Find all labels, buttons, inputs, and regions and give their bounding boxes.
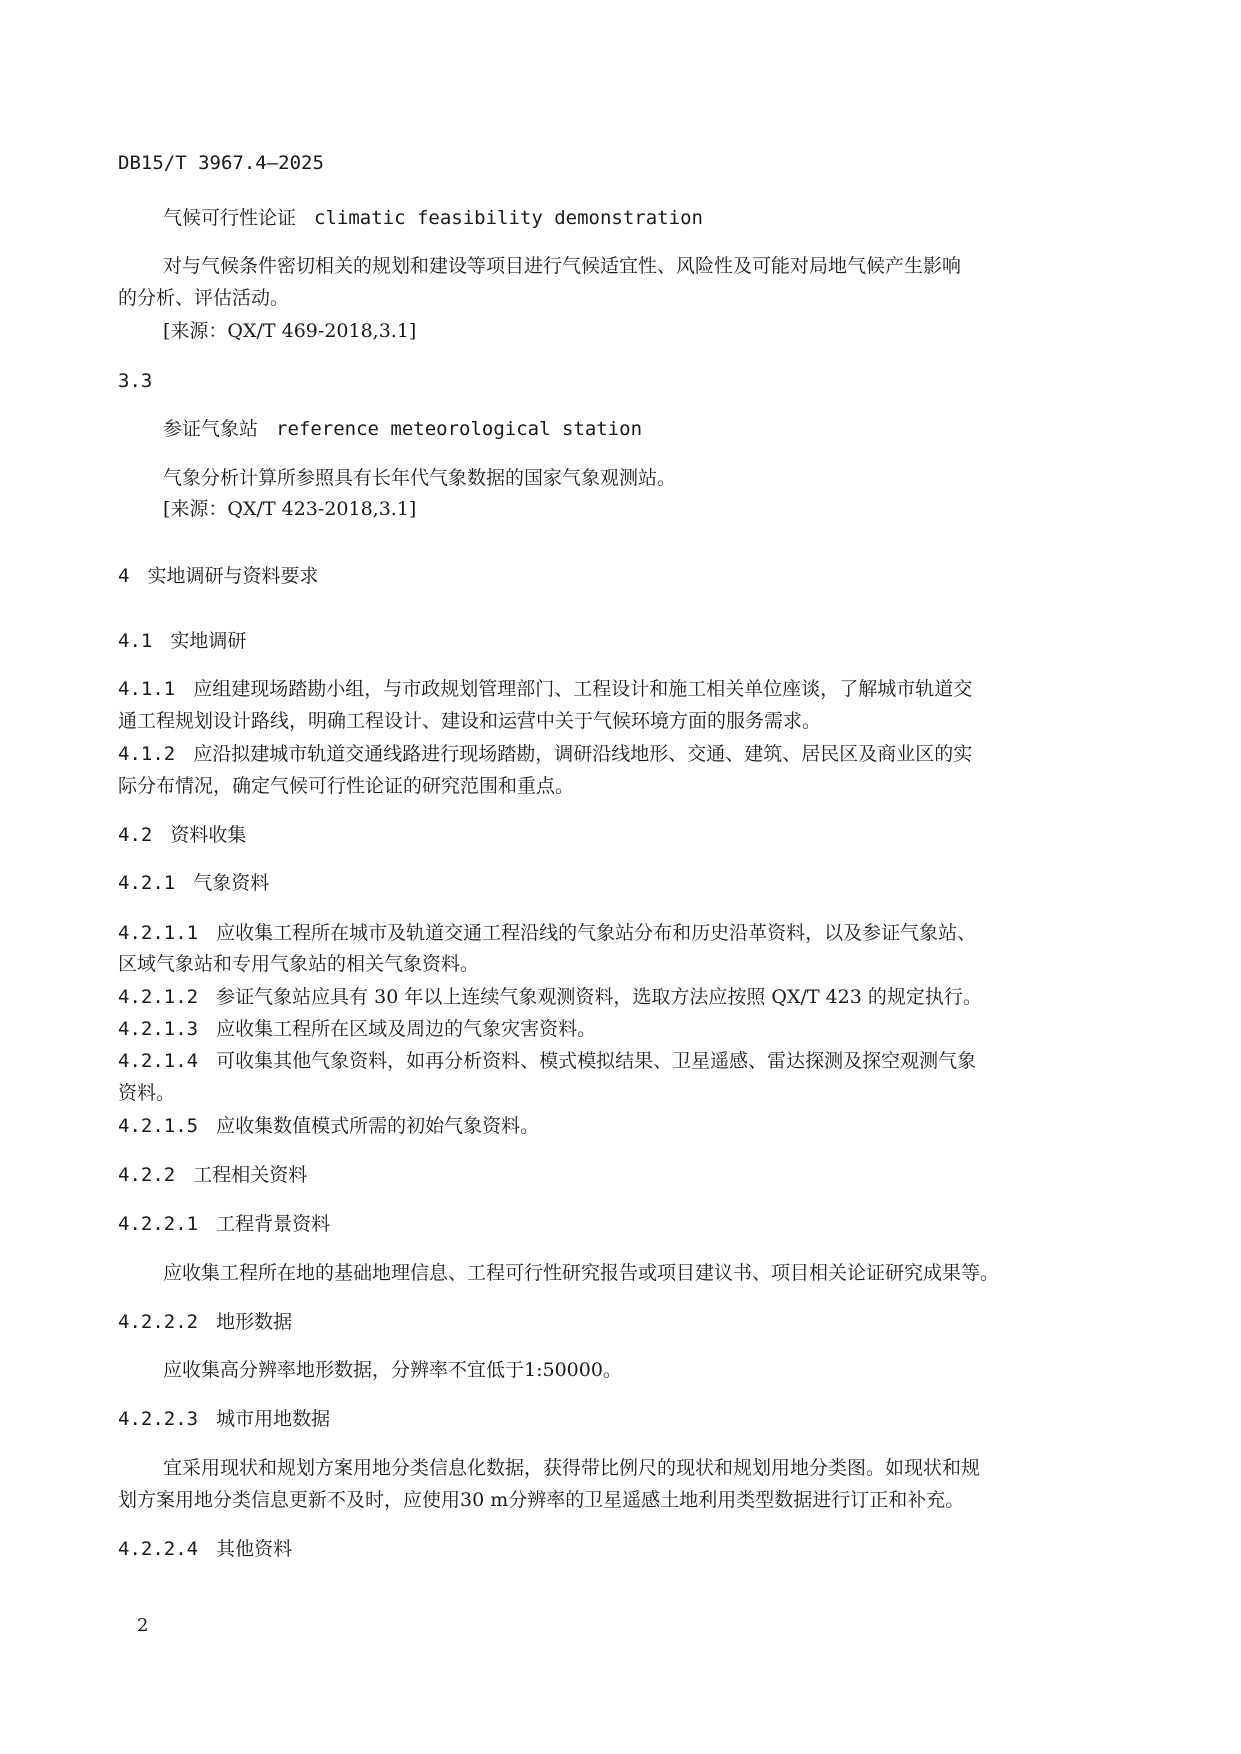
clause-4-1-1-line1 <box>118 676 972 702</box>
section-4-heading <box>118 563 318 589</box>
page-number: 2 <box>137 1615 149 1636</box>
term-3-3-cn: 参证气象站 <box>163 418 259 440</box>
section-4-2-2-number: 4.2.2 <box>118 1164 176 1186</box>
section-4-2-2-heading <box>118 1162 307 1188</box>
term-3-2-title <box>163 205 703 231</box>
clause-4-2-1-5-text: 应收集数值模式所需的初始气象资料。 <box>216 1115 540 1137</box>
section-4-2-title: 资料收集 <box>170 824 247 846</box>
section-4-2-2-2-number: 4.2.2.2 <box>118 1311 199 1333</box>
clause-4-1-1-number: 4.1.1 <box>118 678 176 700</box>
clause-4-2-1-3 <box>118 1016 596 1042</box>
section-4-2-2-4-title: 其他资料 <box>216 1538 293 1560</box>
term-3-2-definition-line1: 对与气候条件密切相关的规划和建设等项目进行气候适宜性、风险性及可能对局地气候产生影响 <box>163 255 962 277</box>
clause-4-2-1-4-text1: 可收集其他气象资料，如再分析资料、模式模拟结果、卫星遥感、雷达探测及探空观测气象 <box>216 1050 977 1072</box>
clause-4-2-1-2-text: 参证气象站应具有 30 年以上连续气象观测资料，选取方法应按照 QX/T 423 的规定执行。 <box>216 986 982 1008</box>
section-4-2-1-heading <box>118 870 269 896</box>
term-3-3-source: [来源：QX/T 423-2018,3.1] <box>163 498 417 520</box>
section-4-2-2-4-heading <box>118 1536 292 1562</box>
clause-4-2-1-1-line1 <box>118 920 976 946</box>
clause-4-2-1-1-line2: 区域气象站和专用气象站的相关气象资料。 <box>118 953 480 975</box>
section-4-2-2-3-heading <box>118 1406 330 1432</box>
section-4-2-2-2-text: 应收集高分辨率地形数据，分辨率不宜低于1:50000。 <box>163 1359 622 1381</box>
term-3-2-source: [来源：QX/T 469-2018,3.1] <box>163 320 417 342</box>
section-4-1-heading <box>118 628 246 654</box>
section-4-1-title: 实地调研 <box>170 630 247 652</box>
section-4-number: 4 <box>118 565 130 587</box>
section-4-2-2-4-number: 4.2.2.4 <box>118 1538 199 1560</box>
clause-4-2-1-5-number: 4.2.1.5 <box>118 1115 199 1137</box>
clause-4-1-2-line1 <box>118 741 972 767</box>
section-4-2-2-1-text: 应收集工程所在地的基础地理信息、工程可行性研究报告或项目建议书、项目相关论证研究成果等。 <box>163 1262 1000 1284</box>
term-3-3-title <box>163 416 642 442</box>
section-4-2-2-title: 工程相关资料 <box>193 1164 308 1186</box>
section-4-2-2-2-title: 地形数据 <box>216 1311 293 1333</box>
term-3-2-definition-line2: 的分析、评估活动。 <box>118 287 290 309</box>
clause-4-2-1-2-number: 4.2.1.2 <box>118 986 199 1008</box>
section-4-2-2-3-number: 4.2.2.3 <box>118 1408 199 1430</box>
term-3-3-number: 3.3 <box>118 370 153 392</box>
term-3-2-en: climatic feasibility demonstration <box>314 207 703 229</box>
term-3-2-cn: 气候可行性论证 <box>163 207 297 229</box>
clause-4-1-1-line2: 通工程规划设计路线，明确工程设计、建设和运营中关于气候环境方面的服务需求。 <box>118 710 822 732</box>
section-4-title: 实地调研与资料要求 <box>147 565 319 587</box>
clause-4-2-1-4-line1 <box>118 1048 976 1074</box>
section-4-2-2-1-heading <box>118 1211 330 1237</box>
clause-4-1-1-text1: 应组建现场踏勘小组，与市政规划管理部门、工程设计和施工相关单位座谈，了解城市轨道交 <box>193 678 973 700</box>
section-4-2-heading <box>118 822 246 848</box>
section-4-2-2-3-line1: 宜采用现状和规划方案用地分类信息化数据，获得带比例尺的现状和规划用地分类图。如现状和规 <box>163 1457 981 1479</box>
clause-4-1-2-text1: 应沿拟建城市轨道交通线路进行现场踏勘，调研沿线地形、交通、建筑、居民区及商业区的实 <box>193 743 973 765</box>
clause-4-2-1-4-number: 4.2.1.4 <box>118 1050 199 1072</box>
clause-4-1-2-number: 4.1.2 <box>118 743 176 765</box>
clause-4-2-1-2 <box>118 984 982 1010</box>
section-4-2-number: 4.2 <box>118 824 153 846</box>
clause-4-2-1-1-number: 4.2.1.1 <box>118 922 199 944</box>
clause-4-2-1-3-text: 应收集工程所在区域及周边的气象灾害资料。 <box>216 1018 597 1040</box>
section-4-2-2-2-heading <box>118 1309 292 1335</box>
clause-4-2-1-4-line2: 资料。 <box>118 1082 176 1104</box>
term-3-3-definition: 气象分析计算所参照具有长年代气象数据的国家气象观测站。 <box>163 467 677 489</box>
standard-number: DB15/T 3967.4—2025 <box>118 152 324 174</box>
clause-4-1-2-line2: 际分布情况，确定气候可行性论证的研究范围和重点。 <box>118 775 575 797</box>
clause-4-2-1-3-number: 4.2.1.3 <box>118 1018 199 1040</box>
term-3-3-en: reference meteorological station <box>276 418 643 440</box>
clause-4-2-1-5 <box>118 1113 539 1139</box>
clause-4-2-1-1-text1: 应收集工程所在城市及轨道交通工程沿线的气象站分布和历史沿革资料，以及参证气象站、 <box>216 922 977 944</box>
section-4-2-1-title: 气象资料 <box>193 872 270 894</box>
section-4-2-2-3-line2: 划方案用地分类信息更新不及时，应使用30 m分辨率的卫星遥感土地利用类型数据进行订正和补充。 <box>118 1489 965 1511</box>
section-4-2-2-3-title: 城市用地数据 <box>216 1408 331 1430</box>
section-4-2-2-1-number: 4.2.2.1 <box>118 1213 199 1235</box>
section-4-1-number: 4.1 <box>118 630 153 652</box>
section-4-2-2-1-title: 工程背景资料 <box>216 1213 331 1235</box>
section-4-2-1-number: 4.2.1 <box>118 872 176 894</box>
